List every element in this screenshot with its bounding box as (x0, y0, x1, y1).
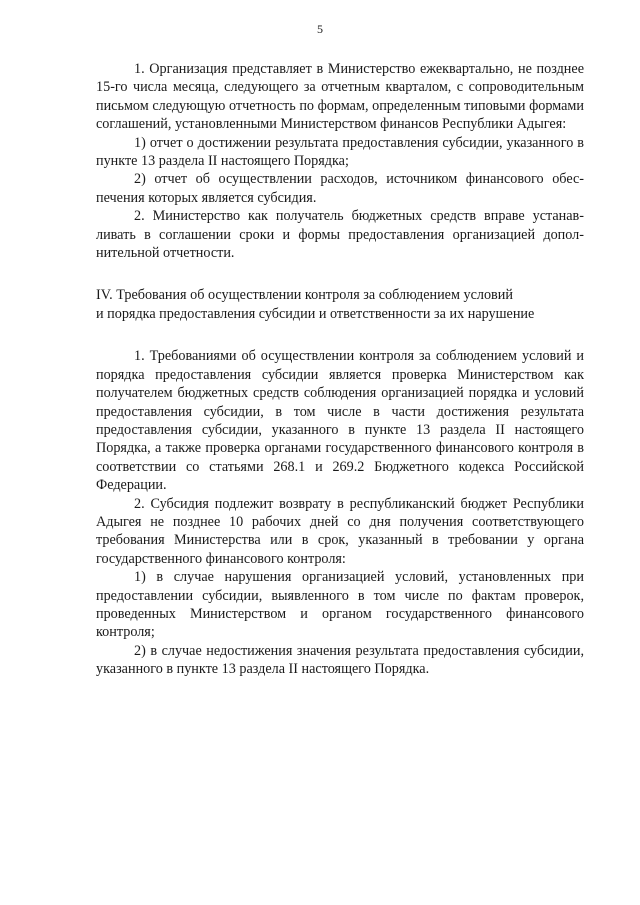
paragraph-reporting: 1. Организация представляет в Министерство ежеквартально, не позднее 15-го числа месяца, следующего за отчетным кварталом, с сопроводительным письмом следующую отчетность по формам, определенным типовыми формами соглашений, установленными Министерством финансов Республики Адыгея: (96, 61, 584, 133)
page-number: 5 (317, 22, 323, 36)
paragraph-additional-reporting: 2. Министерство как получатель бюджетных средств вправе устанавливать в соглашении сроки и формы предоставления организацией дополнительной отчетности. (96, 208, 584, 262)
document-body (96, 60, 584, 679)
list-item-violation: 1) в случае нарушения организацией условий, установленных при предоставлении субсидии, выявленного в том числе по фактам проверок, проведенных Министерством и органом государственного финансового контроля; (96, 569, 584, 641)
section-heading-line-1: IV. Требования об осуществлении контроля за соблюдением условий (96, 287, 513, 304)
list-item-result-not-achieved: 2) в случае недостижения значения результата предоставления субсидии, указанного в пункте 13 раздела II настоящего Порядка. (96, 642, 584, 678)
paragraph-subsidy-return: 2. Субсидия подлежит возврату в республиканский бюджет Республики Адыгея не позднее 10 рабочих дней со дня получения соответствующего требования Министерства или в срок, указанный в требовании у органа государственного финансового контроля: (96, 495, 584, 567)
list-item-report-expenses: 2) отчет об осуществлении расходов, источником финансового обеспечения которых является субсидия. (96, 171, 584, 206)
section-heading (96, 286, 584, 323)
paragraph-control-requirements: 1. Требованиями об осуществлении контроля за соблюдением условий и порядка предоставления субсидии является проверка Министерством как получателем бюджетных средств соблюдения организацией порядка и условий предоставления субсидии, в том числе в части достижения результата предоставления субсидии, указанного в пункте 13 раздела II настоящего Порядка, а также проверка органами государственного финансового контроля в соответствии со статьями 268.1 и 269.2 Бюджетного кодекса Российской Федерации. (96, 348, 584, 494)
section-heading-line-2: и порядка предоставления субсидии и ответственности за их нарушение (96, 305, 535, 322)
list-item-report-result: 1) отчет о достижении результата предоставления субсидии, указанного в пункте 13 раздела II настоящего Порядка; (96, 134, 584, 170)
